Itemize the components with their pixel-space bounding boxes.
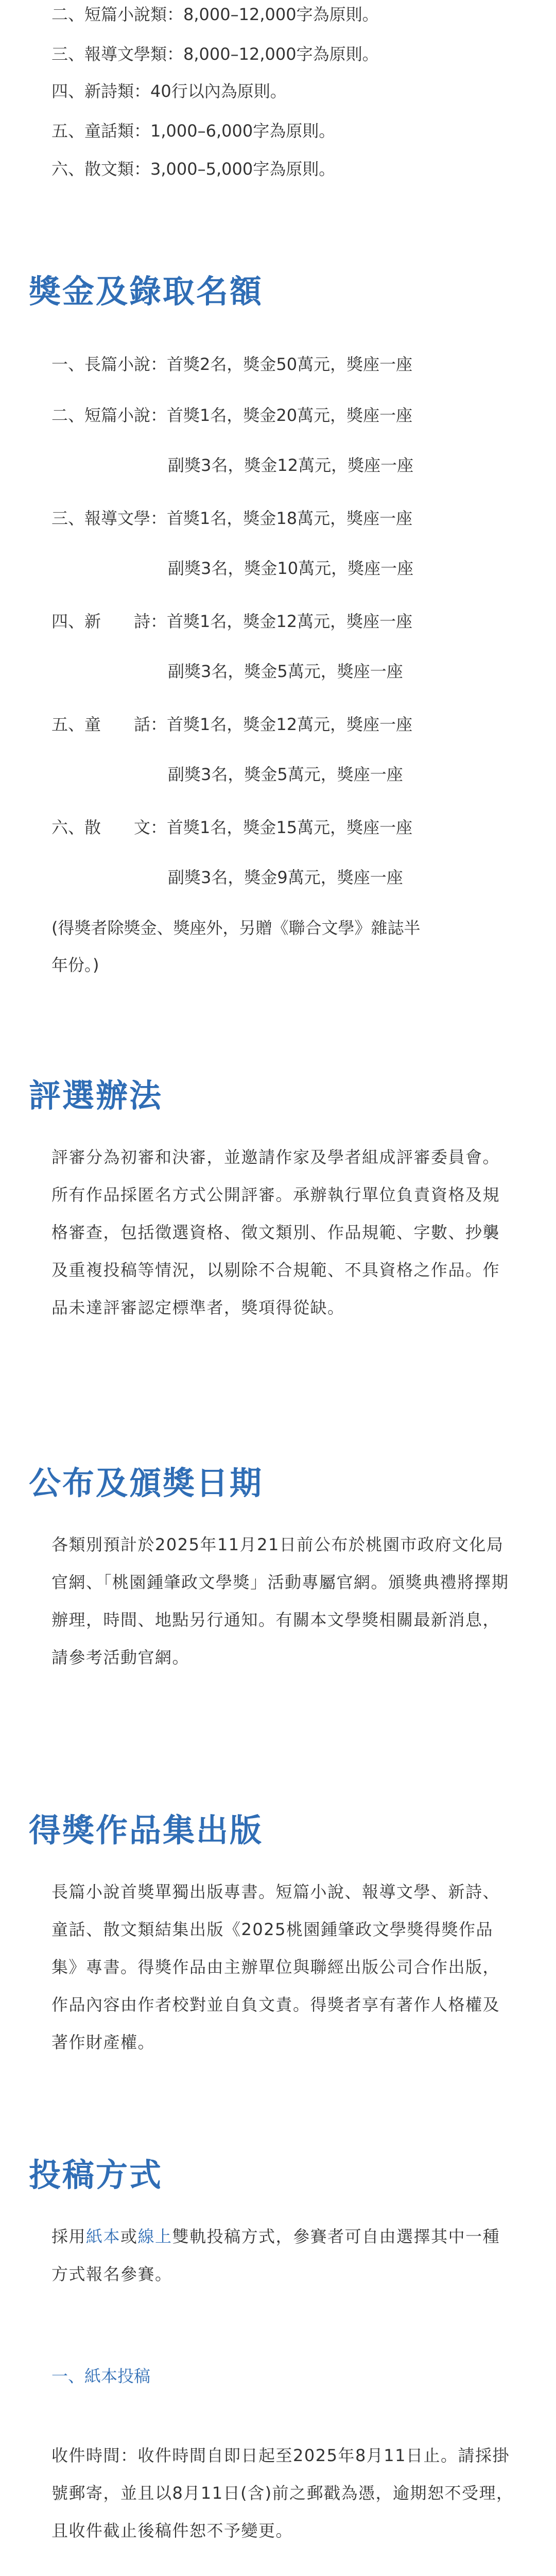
word-limit-item: 二、短篇小說類：8,000–12,000字為原則。	[51, 5, 379, 24]
review-text: 評審分為初審和決審，並邀請作家及學者組成評審委員會。所有作品採匿名方式公開評審。承辦執行單位負責資格及規格審查，包括徵選資格、徵文類別、作品規範、字數、抄襲及重複投稿等情況，以剔除不合規範、不具資格之作品。作品未達評審認定標準者，獎項得從缺。	[51, 1147, 500, 1317]
prize-row-secondary: 副獎3名，獎金5萬元，獎座一座	[168, 765, 403, 784]
review-heading: 評選辦法	[29, 1077, 163, 1114]
prizes-heading: 獎金及錄取名額	[29, 273, 264, 310]
word-limit-item: 六、散文類：3,000–5,000字為原則。	[51, 159, 336, 179]
prize-row-secondary: 副獎3名，獎金9萬元，獎座一座	[168, 868, 403, 887]
prize-row-secondary: 副獎3名，獎金10萬元，獎座一座	[168, 558, 414, 578]
prize-row-secondary: 副獎3名，獎金12萬元，獎座一座	[168, 455, 414, 475]
prize-row: 三、報導文學：首獎1名，獎金18萬元，獎座一座	[51, 509, 413, 528]
prizes-note-line: (得獎者除獎金、獎座外，另贈《聯合文學》雜誌半	[51, 918, 421, 938]
prize-row: 一、長篇小說：首獎2名，獎金50萬元，獎座一座	[51, 354, 413, 374]
deadline-text: 收件時間：收件時間自即日起至2025年8月11日止。請採掛號郵寄，並且以8月11日(含)前之郵戳為憑，逾期恕不受理，且收件截止後稿件恕不予變更。	[51, 2446, 514, 2540]
publication-heading: 得獎作品集出版	[29, 1811, 264, 1849]
word-limit-item: 四、新詩類：40行以內為原則。	[51, 81, 287, 101]
prize-row: 二、短篇小說：首獎1名，獎金20萬元，獎座一座	[51, 405, 413, 425]
prize-row: 五、童 話：首獎1名，獎金12萬元，獎座一座	[51, 715, 413, 734]
online-option: 線上	[137, 2227, 172, 2246]
prizes-note-line: 年份。)	[51, 955, 99, 975]
paper-option: 紙本	[86, 2227, 121, 2246]
prize-row: 四、新 詩：首獎1名，獎金12萬元，獎座一座	[51, 612, 413, 631]
word-limit-item: 五、童話類：1,000–6,000字為原則。	[51, 121, 336, 141]
submission-intro: 採用紙本或線上雙軌投稿方式，參賽者可自由選擇其中一種方式報名參賽。	[51, 2227, 500, 2284]
prize-row: 六、散 文：首獎1名，獎金15萬元，獎座一座	[51, 818, 413, 837]
publication-text: 長篇小說首獎單獨出版專書。短篇小說、報導文學、新詩、童話、散文類結集出版《2025桃園鍾肇政文學獎得獎作品集》專書。得獎作品由主辦單位與聯經出版公司合作出版，作品內容由作者校對並自負文責。得獎者享有著作人格權及著作財產權。	[51, 1882, 500, 2052]
submission-heading: 投稿方式	[29, 2156, 163, 2194]
announcement-text: 各類別預計於2025年11月21日前公布於桃園市政府文化局官網、「桃園鍾肇政文學獎」活動專屬官網。頒獎典禮將擇期辦理，時間、地點另行通知。有關本文學獎相關最新消息，請參考活動官網。	[51, 1535, 509, 1667]
prize-row-secondary: 副獎3名，獎金5萬元，獎座一座	[168, 662, 403, 681]
announcement-heading: 公布及頒獎日期	[29, 1464, 264, 1502]
paper-submission-heading: 一、紙本投稿	[51, 2366, 151, 2386]
word-limit-item: 三、報導文學類：8,000–12,000字為原則。	[51, 44, 379, 64]
